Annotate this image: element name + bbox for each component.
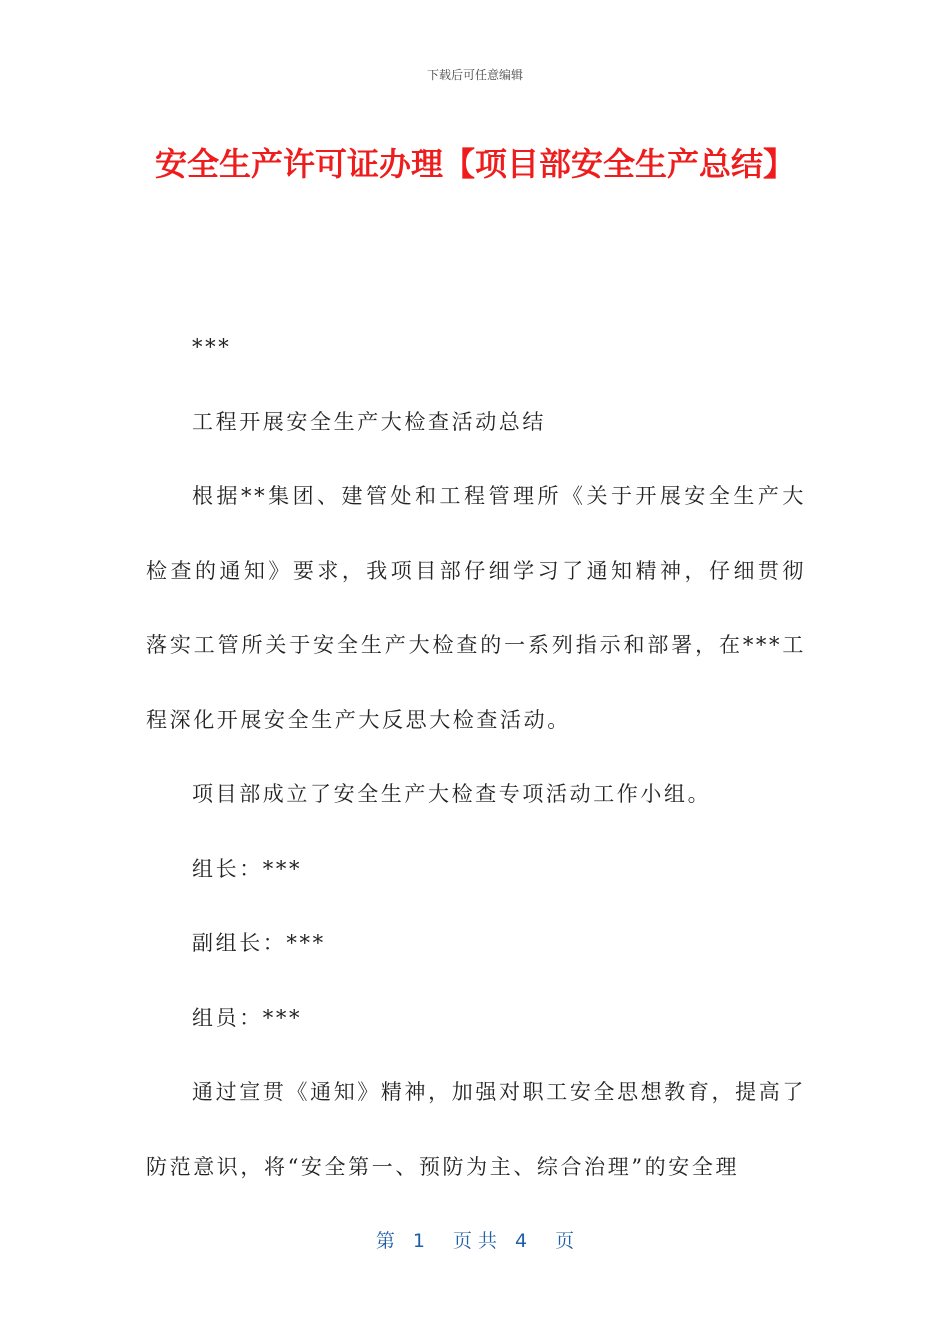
paragraph-deputy-leader: 副组长：*** <box>192 931 326 955</box>
footer-page-label: 第 <box>375 1230 395 1252</box>
footer-total-pages: 4 <box>515 1230 528 1252</box>
paragraph-education: 通过宣贯《通知》精神，加强对职工安全思想教育，提高了防范意识，将“安全第一、预防为主、综合治理”的安全理 <box>146 1080 806 1179</box>
paragraph-project-name: *** <box>192 335 232 359</box>
paragraph-leader: 组长：*** <box>192 856 303 881</box>
paragraph-subtitle: 工程开展安全生产大检查活动总结 <box>192 409 546 434</box>
footer-page-suffix: 页 <box>555 1230 575 1252</box>
document-title: 安全生产许可证办理【项目部安全生产总结】 <box>154 145 795 183</box>
paragraph-team: 项目部成立了安全生产大检查专项活动工作小组。 <box>192 782 712 806</box>
paragraph-members: 组员：*** <box>192 1005 303 1030</box>
paragraph-intro: 根据**集团、建管处和工程管理所《关于开展安全生产大检查的通知》要求，我项目部仔细学习了通知精神，仔细贯彻落实工管所关于安全生产大检查的一系列指示和部署，在***工程深化开展安全生产大反思大检查活动。 <box>146 484 806 732</box>
document-body <box>146 310 806 1204</box>
footer-total-label: 页 共 <box>452 1230 498 1252</box>
header-note: 下载后可任意编辑 <box>426 68 523 82</box>
footer-page-number: 1 <box>412 1230 425 1252</box>
page-footer <box>0 1226 950 1253</box>
